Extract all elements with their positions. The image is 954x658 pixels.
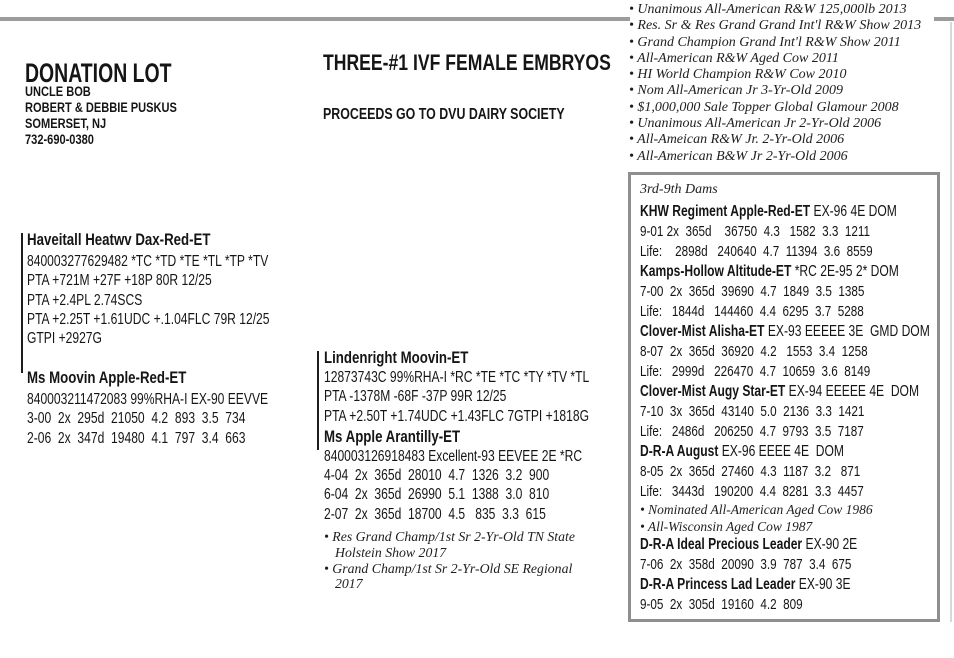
dam-grade: EX-96 EEEE 4E DOM: [718, 443, 845, 460]
dam-name-line: [640, 535, 928, 555]
dam-name: Kamps-Hollow Altitude-ET: [640, 263, 792, 280]
show-award-item: • Res Grand Champ/1st Sr 2-Yr-Old TN State Holstein Show 2017: [324, 529, 575, 560]
milk-record-line: 7-00 2x 365d 39690 4.7 1849 3.5 1385: [640, 283, 865, 300]
dam-grade: EX-93 EEEEE 3E GMD DOM: [764, 323, 930, 340]
center-pedigree-block: [324, 347, 624, 592]
lot-headline: THREE-#1 IVF FEMALE EMBRYOS: [323, 50, 611, 76]
dam-name: D-R-A Ideal Precious Leader: [640, 536, 803, 553]
milk-record-line: 8-07 2x 365d 36920 4.2 1553 3.4 1258: [640, 343, 868, 360]
top-awards-list: [629, 2, 949, 165]
milk-record-line: Life: 2999d 226470 4.7 10659 3.6 8149: [640, 363, 871, 380]
lot-subheadline: PROCEEDS GO TO DVU DAIRY SOCIETY: [323, 105, 565, 123]
consignor-line: 732-690-0380: [25, 132, 94, 147]
show-award-item: • All-American B&W Jr 2-Yr-Old 2006: [629, 148, 848, 164]
dam-grade: EX-96 4E DOM: [810, 203, 897, 220]
milk-record-line: Life: 3443d 190200 4.4 8281 3.3 4457: [640, 483, 864, 500]
sire2-data-line: PTA -1378M -68F -37P 99R 12/25: [324, 388, 507, 406]
dam-data-block: [27, 390, 336, 448]
consignor-block: [25, 84, 210, 148]
show-award-item: • Nom All-American Jr 3-Yr-Old 2009: [629, 83, 843, 99]
dams-entries: [640, 202, 928, 615]
sire2-data-block: [324, 368, 624, 426]
milk-record-line: 8-05 2x 365d 27460 4.3 1187 3.2 871: [640, 463, 861, 480]
sire2-data-line: PTA +2.50T +1.74UDC +1.43FLC 7GTPI +1818G: [324, 407, 590, 425]
dam-name-line: [640, 262, 928, 282]
dam2-record-line: 840003126918483 Excellent-93 EEVEE 2E *RC: [324, 447, 583, 465]
show-award-item: • Unanimous All-American R&W 125,000lb 2013: [629, 2, 907, 17]
dam-entry: [640, 575, 928, 615]
dam-note: • Nominated All-American Aged Cow 1986: [640, 502, 873, 517]
dam-entry: [640, 322, 928, 382]
milk-record-line: 9-05 2x 305d 19160 4.2 809: [640, 596, 803, 613]
dam-entry: [640, 382, 928, 442]
dam-grade: EX-94 EEEEE 4E DOM: [785, 383, 920, 400]
sire-data-line: 840003277629482 *TC *TD *TE *TL *TP *TV: [27, 253, 269, 270]
sire2-name: Lindenright Moovin-ET: [324, 348, 469, 367]
dam-name: Clover-Mist Alisha-ET: [640, 323, 765, 340]
milk-record-line: 9-01 2x 365d 36750 4.3 1582 3.3 1211: [640, 223, 871, 240]
dam-grade: *RC 2E-95 2* DOM: [791, 263, 899, 280]
dam-grade: EX-90 2E: [802, 536, 858, 553]
dam-name-line: [640, 442, 928, 462]
dam2-name: Ms Apple Arantilly-ET: [324, 426, 461, 446]
dam-name: Clover-Mist Augy Star-ET: [640, 383, 786, 400]
sire-name: Haveitall Heatwv Dax-Red-ET: [27, 230, 211, 249]
show-award-item: • All-Ameican R&W Jr. 2-Yr-Old 2006: [629, 132, 845, 148]
dam2-record-line: 4-04 2x 365d 28010 4.7 1326 3.2 900: [324, 467, 550, 485]
page-edge-line: [950, 22, 952, 622]
dam-name: D-R-A Princess Lad Leader: [640, 576, 796, 593]
lot-title: DONATION LOT: [25, 58, 172, 89]
sire2-data-line: 12873743C 99%RHA-I *RC *TE *TC *TY *TV *TL: [324, 369, 590, 386]
pedigree-bracket-center: [317, 351, 319, 450]
dams-box-heading: 3rd-9th Dams: [640, 182, 718, 197]
dam-record-line: 3-00 2x 295d 21050 4.2 893 3.5 734: [27, 410, 246, 428]
dam2-awards-list: [324, 529, 596, 592]
dam-grade: EX-90 3E: [795, 576, 851, 593]
dam-name: Ms Moovin Apple-Red-ET: [27, 368, 187, 387]
show-award-item: • Res. Sr & Res Grand Grand Int'l R&W Show 2013: [629, 18, 922, 34]
milk-record-line: 7-06 2x 358d 20090 3.9 787 3.4 675: [640, 556, 852, 573]
dam-name-line: [640, 382, 928, 402]
top-rule-left: [0, 17, 630, 21]
dam-note: • All-Wisconsin Aged Cow 1987: [640, 518, 813, 534]
dam-entry: [640, 535, 928, 575]
show-award-item: • All-American R&W Aged Cow 2011: [629, 50, 839, 66]
dam2-record-line: 6-04 2x 365d 26990 5.1 1388 3.0 810: [324, 486, 550, 504]
dam2-data-block: [324, 447, 624, 524]
dam-record-line: 840003211472083 99%RHA-I EX-90 EEVVE: [27, 391, 269, 408]
dam-entry: [640, 262, 928, 322]
pedigree-bracket-left: [21, 233, 23, 373]
sire-data-line: PTA +721M +27F +18P 80R 12/25: [27, 272, 212, 290]
dam-name: KHW Regiment Apple-Red-ET: [640, 203, 811, 220]
milk-record-line: Life: 1844d 144460 4.4 6295 3.7 5288: [640, 303, 864, 320]
dam-record-line: 2-06 2x 347d 19480 4.1 797 3.4 663: [27, 429, 246, 447]
sire-data-line: PTA +2.4PL 2.74SCS: [27, 291, 143, 309]
dam-name-line: [640, 575, 928, 595]
sire-data-block: [27, 252, 338, 348]
consignor-line: SOMERSET, NJ: [25, 116, 107, 131]
show-award-item: • HI World Champion R&W Cow 2010: [629, 67, 847, 83]
dam-entry: [640, 202, 928, 262]
dam-name-line: [640, 202, 928, 222]
dam-name-line: [640, 322, 928, 342]
show-award-item: • Grand Champ/1st Sr 2-Yr-Old SE Regional 2017: [324, 560, 573, 592]
show-award-item: • Grand Champion Grand Int'l R&W Show 2011: [629, 34, 901, 50]
show-award-item: • Unanimous All-American Jr 2-Yr-Old 2006: [629, 116, 882, 132]
sire-data-line: PTA +2.25T +1.61UDC +.1.04FLC 79R 12/25: [27, 310, 270, 328]
dam-entry: [640, 442, 928, 535]
dams-box: [628, 172, 940, 622]
milk-record-line: 7-10 3x 365d 43140 5.0 2136 3.3 1421: [640, 403, 865, 420]
milk-record-line: Life: 2898d 240640 4.7 11394 3.6 8559: [640, 243, 873, 260]
consignor-line: ROBERT & DEBBIE PUSKUS: [25, 100, 177, 115]
dam-name: D-R-A August: [640, 443, 719, 460]
milk-record-line: Life: 2486d 206250 4.7 9793 3.5 7187: [640, 423, 864, 440]
sire-data-line: GTPI +2927G: [27, 330, 102, 348]
consignor-line: UNCLE BOB: [25, 84, 91, 99]
dam2-record-line: 2-07 2x 365d 18700 4.5 835 3.3 615: [324, 505, 546, 523]
show-award-item: • $1,000,000 Sale Topper Global Glamour 2008: [629, 99, 899, 115]
